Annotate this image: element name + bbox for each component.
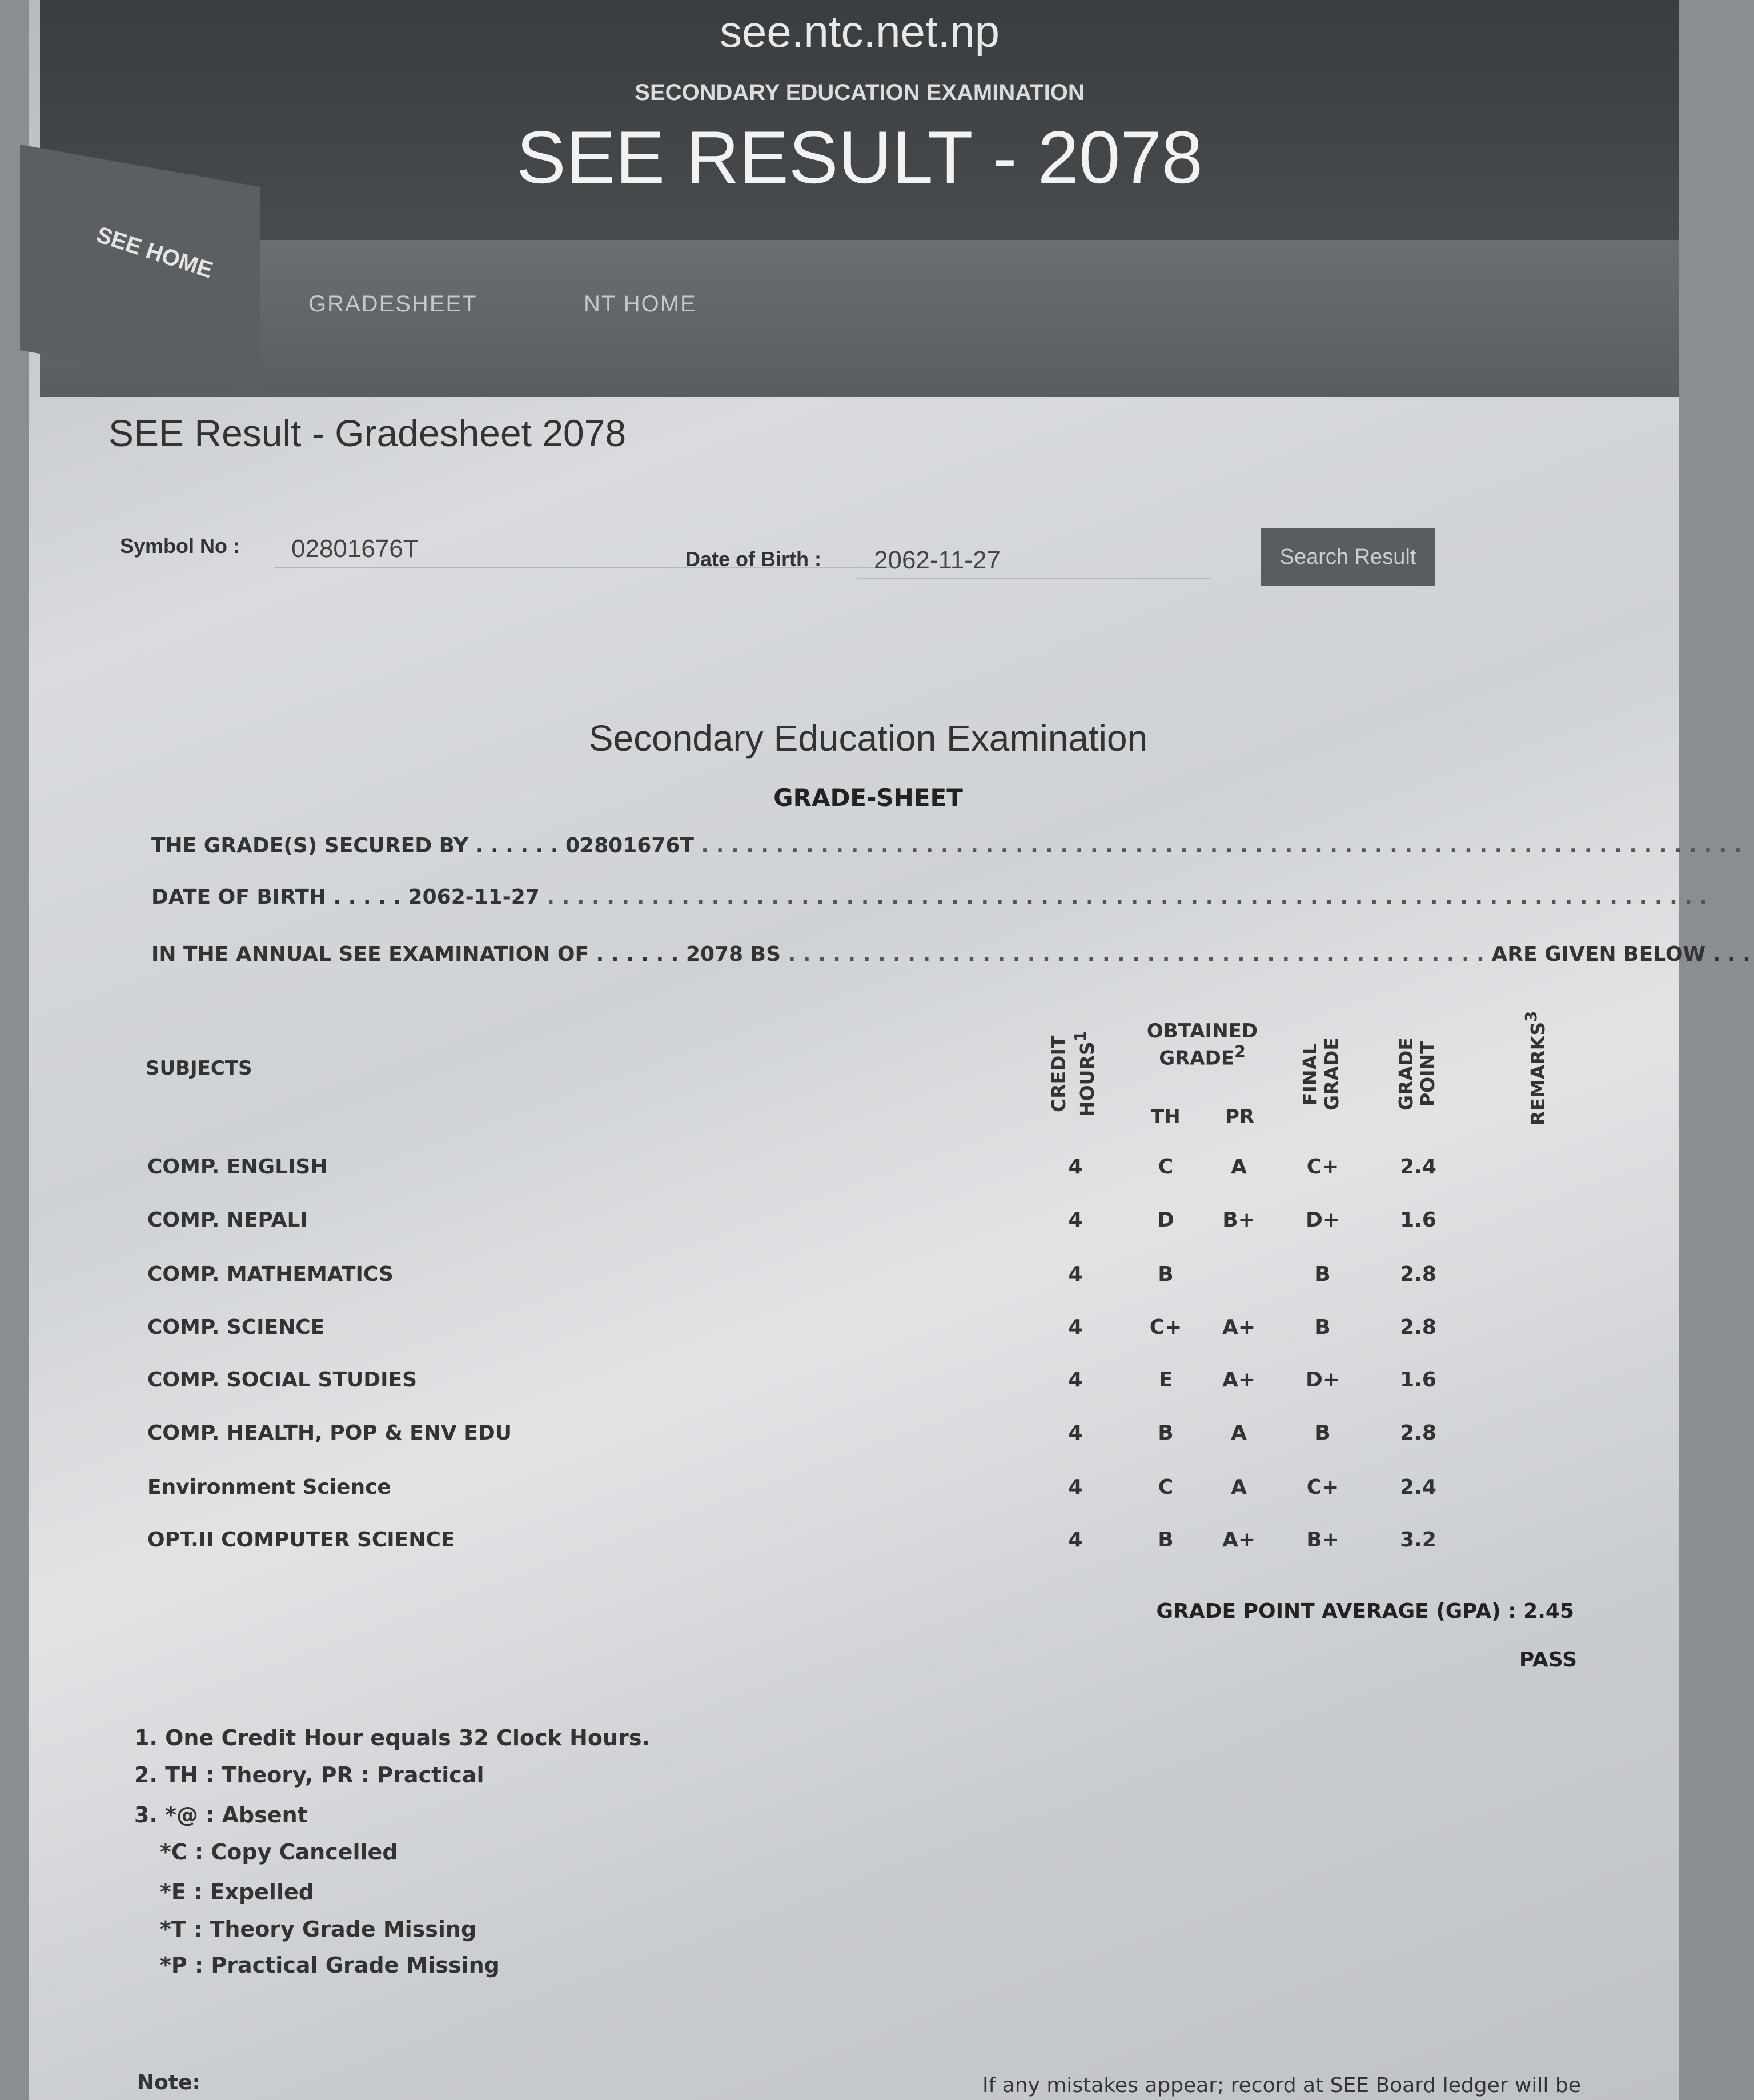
cell-th: C [1158, 1155, 1174, 1179]
cell-final: C+ [1306, 1476, 1339, 1499]
cell-th: B [1158, 1421, 1174, 1445]
cell-gp: 1.6 [1400, 1368, 1436, 1392]
cell-gp: 1.6 [1400, 1208, 1436, 1232]
table-row [147, 1421, 1575, 1456]
note-text: If any mistakes appear; record at SEE Board ledger will be [982, 2074, 1581, 2097]
footnote-1: 1. One Credit Hour equals 32 Clock Hours. [134, 1725, 650, 1750]
nav-nt-home[interactable]: NT HOME [584, 291, 697, 316]
header-subjects: SUBJECTS [146, 1057, 252, 1080]
table-row [147, 1263, 1575, 1297]
page-title: SEE Result - Gradesheet 2078 [109, 412, 627, 454]
header-obtained-grade [1134, 1020, 1271, 1069]
table-row [147, 1368, 1575, 1402]
site-title: SEE RESULT - 2078 [516, 115, 1203, 199]
cell-pr: A [1231, 1421, 1247, 1445]
cell-gp: 2.4 [1400, 1155, 1436, 1179]
header-obtained-grade-text: OBTAINED GRADE [1146, 1020, 1258, 1070]
site-header [40, 0, 1679, 268]
dob-line: DATE OF BIRTH . . . . . 2062-11-27 . . . . . . . . . . . . . . . . . . . . . . . . . . . . . . . . . . . . . . . . . . . . . . . . . . . . . . . . . . . . . . . . . . . . . . . . . . . . . . [151, 885, 1708, 909]
exam-line-text: IN THE ANNUAL SEE EXAMINATION OF . . . . . . 2078 BS [151, 943, 781, 966]
cell-credit: 4 [1068, 1155, 1083, 1179]
dob-line-text: DATE OF BIRTH . . . . . 2062-11-27 [151, 885, 540, 909]
cell-credit: 4 [1068, 1368, 1083, 1392]
note-label: Note: [137, 2071, 200, 2094]
cell-final: D+ [1305, 1368, 1340, 1392]
footnote-practical-missing: *P : Practical Grade Missing [160, 1953, 500, 1978]
subject-name: COMP. HEALTH, POP & ENV EDU [147, 1421, 512, 1445]
subject-name: OPT.II COMPUTER SCIENCE [147, 1528, 455, 1552]
cell-gp: 2.8 [1400, 1316, 1436, 1339]
header-final-grade: FINAL GRADE [1299, 1037, 1343, 1111]
cell-credit: 4 [1068, 1263, 1083, 1286]
gradesheet-subtitle: GRADE-SHEET [773, 784, 963, 812]
cell-th: D [1157, 1208, 1174, 1232]
cell-th: E [1158, 1368, 1173, 1392]
cell-credit: 4 [1068, 1316, 1083, 1339]
header-credit-hours [1048, 1031, 1098, 1117]
table-row [147, 1476, 1575, 1510]
header-obtained-sup: 2 [1234, 1043, 1246, 1061]
cell-pr: A+ [1222, 1528, 1256, 1552]
subject-name: COMP. ENGLISH [147, 1155, 328, 1179]
footnote-2: 2. TH : Theory, PR : Practical [134, 1762, 484, 1788]
cell-gp: 2.8 [1400, 1421, 1436, 1445]
cell-credit: 4 [1068, 1208, 1083, 1232]
cell-th: C+ [1149, 1316, 1182, 1339]
cell-credit: 4 [1068, 1528, 1083, 1552]
site-url: see.ntc.net.np [719, 6, 1000, 57]
nav-see-home[interactable]: SEE HOME [93, 222, 216, 283]
subject-name: COMP. MATHEMATICS [147, 1263, 394, 1286]
subject-name: COMP. SCIENCE [147, 1316, 325, 1339]
nav-home-tab [20, 145, 260, 392]
cell-credit: 4 [1068, 1421, 1083, 1445]
header-credit-hours-text: CREDIT HOURS [1047, 1035, 1098, 1117]
footnote-3: 3. *@ : Absent [134, 1802, 308, 1828]
cell-pr: A+ [1222, 1316, 1256, 1339]
symbol-label: Symbol No : [120, 534, 240, 558]
cell-pr: A [1231, 1155, 1247, 1179]
cell-gp: 2.8 [1400, 1263, 1436, 1286]
exam-line: IN THE ANNUAL SEE EXAMINATION OF . . . . . . 2078 BS . . . . . . . . . . . . . . . . . . . . . . . . . . . . . . . . . . . . . . . . . . . . . . . ARE GIVEN BELOW . . . [151, 943, 1751, 966]
cell-final: B [1315, 1316, 1331, 1339]
search-result-button[interactable]: Search Result [1261, 528, 1435, 586]
cell-th: C [1158, 1476, 1174, 1499]
given-below-text: ARE GIVEN BELOW . . . [1491, 943, 1751, 966]
secured-by-line: THE GRADE(S) SECURED BY . . . . . . 02801676T . . . . . . . . . . . . . . . . . . . . . . . . . . . . . . . . . . . . . . . . . . . . . . . . . . . . . . . . . . . . . . . . . . . . . . [151, 834, 1742, 857]
cell-gp: 3.2 [1400, 1528, 1436, 1552]
footnote-theory-missing: *T : Theory Grade Missing [160, 1917, 477, 1942]
cell-pr: B+ [1222, 1208, 1255, 1232]
cell-pr: A+ [1222, 1368, 1256, 1392]
symbol-input[interactable]: 02801676T [274, 531, 897, 568]
header-remarks [1520, 1011, 1549, 1125]
result-status: PASS [1519, 1648, 1577, 1672]
subject-name: Environment Science [147, 1476, 391, 1499]
cell-final: D+ [1305, 1208, 1340, 1232]
cell-credit: 4 [1068, 1476, 1083, 1499]
subject-name: COMP. NEPALI [147, 1208, 308, 1232]
header-th: TH [1151, 1105, 1181, 1128]
cell-th: B [1158, 1528, 1174, 1552]
table-row [147, 1316, 1575, 1350]
footnote-expelled: *E : Expelled [160, 1879, 314, 1905]
cell-final: B [1315, 1263, 1331, 1286]
secured-by-text: THE GRADE(S) SECURED BY . . . . . . 02801676T [151, 834, 694, 857]
header-remarks-sup: 3 [1522, 1011, 1540, 1022]
dob-label: Date of Birth : [685, 547, 821, 571]
table-row [147, 1208, 1575, 1243]
nav-gradesheet[interactable]: GRADESHEET [308, 291, 477, 316]
cell-final: B [1315, 1421, 1331, 1445]
header-credit-sup: 1 [1071, 1031, 1090, 1042]
header-grade-point: GRADE POINT [1395, 1037, 1439, 1111]
footnote-copy-cancelled: *C : Copy Cancelled [160, 1839, 398, 1865]
cell-gp: 2.4 [1400, 1476, 1436, 1499]
site-subtitle: SECONDARY EDUCATION EXAMINATION [635, 80, 1085, 105]
header-remarks-text: REMARKS [1527, 1021, 1549, 1125]
dob-input[interactable]: 2062-11-27 [857, 543, 1211, 579]
cell-pr: A [1231, 1476, 1247, 1499]
gpa-text: GRADE POINT AVERAGE (GPA) : 2.45 [1156, 1600, 1574, 1623]
cell-final: B+ [1306, 1528, 1339, 1552]
nav-bar [40, 240, 1679, 397]
subject-name: COMP. SOCIAL STUDIES [147, 1368, 418, 1392]
table-row [147, 1155, 1575, 1189]
cell-final: C+ [1306, 1155, 1339, 1179]
table-row [147, 1528, 1575, 1562]
gradesheet-title: Secondary Education Examination [588, 718, 1148, 759]
cell-th: B [1158, 1263, 1174, 1286]
header-pr: PR [1225, 1105, 1255, 1128]
